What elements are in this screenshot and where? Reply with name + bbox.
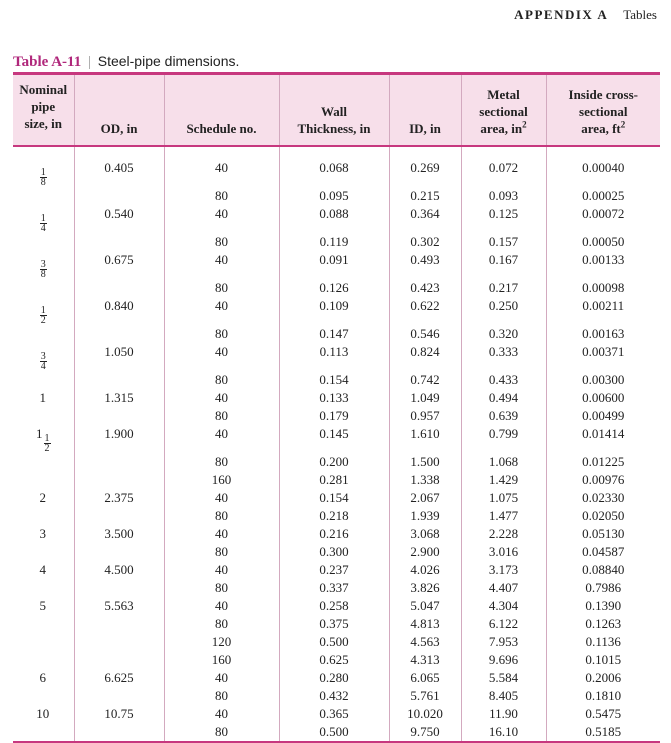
cell-schedule: 40	[164, 425, 279, 453]
cell-inside-area: 0.1015	[546, 651, 660, 669]
cell-nominal-size: 1 $\frac{1}{2}$	[36, 425, 50, 454]
cell-od: 0.675	[74, 251, 164, 279]
table-row	[13, 525, 660, 543]
cell-metal-area: 11.90	[461, 705, 546, 723]
cell-id: 4.026	[389, 561, 461, 579]
cell-od	[74, 615, 164, 633]
cell-nominal-size: 3	[39, 525, 46, 541]
cell-inside-area: 0.5475	[546, 705, 660, 723]
cell-schedule: 40	[164, 205, 279, 233]
cell-wall-thickness: 0.154	[279, 489, 389, 507]
steel-pipe-table	[13, 72, 660, 743]
cell-schedule: 80	[164, 279, 279, 297]
cell-inside-area: 0.00133	[546, 251, 660, 279]
cell-wall-thickness: 0.337	[279, 579, 389, 597]
caption-separator: |	[87, 54, 91, 70]
cell-inside-area: 0.05130	[546, 525, 660, 543]
table-row	[13, 687, 660, 705]
nominal-fraction: $\frac{1}{2}$	[40, 304, 46, 326]
cell-id: 3.826	[389, 579, 461, 597]
cell-metal-area: 0.157	[461, 233, 546, 251]
cell-metal-area: 4.407	[461, 579, 546, 597]
cell-metal-area: 0.433	[461, 371, 546, 389]
nominal-fraction: $\frac{3}{4}$	[40, 350, 46, 372]
cell-schedule: 80	[164, 615, 279, 633]
cell-inside-area: 0.5185	[546, 723, 660, 742]
table-row	[13, 251, 660, 279]
cell-od	[74, 651, 164, 669]
table-row	[13, 425, 660, 453]
cell-id: 9.750	[389, 723, 461, 742]
cell-wall-thickness: 0.365	[279, 705, 389, 723]
cell-wall-thickness: 0.068	[279, 146, 389, 187]
cell-inside-area: 0.1263	[546, 615, 660, 633]
cell-od	[74, 543, 164, 561]
cell-id: 1.610	[389, 425, 461, 453]
cell-nominal-size	[13, 371, 74, 389]
pipe-table-container	[13, 72, 660, 743]
cell-id: 0.546	[389, 325, 461, 343]
cell-od: 0.540	[74, 205, 164, 233]
cell-schedule: 40	[164, 297, 279, 325]
cell-od	[74, 507, 164, 525]
cell-od: 3.500	[74, 525, 164, 543]
cell-nominal-size	[13, 343, 74, 371]
cell-od	[74, 279, 164, 297]
table-row	[13, 633, 660, 651]
cell-inside-area: 0.00300	[546, 371, 660, 389]
cell-nominal-size	[13, 687, 74, 705]
cell-schedule: 40	[164, 343, 279, 371]
nominal-fraction: $\frac{1}{8}$	[40, 166, 46, 188]
cell-od	[74, 471, 164, 489]
cell-schedule: 80	[164, 687, 279, 705]
table-row	[13, 389, 660, 407]
cell-od: 1.050	[74, 343, 164, 371]
cell-nominal-size	[13, 543, 74, 561]
cell-inside-area: 0.2006	[546, 669, 660, 687]
cell-metal-area: 0.320	[461, 325, 546, 343]
cell-nominal-size: 5	[39, 597, 46, 613]
table-body	[13, 146, 660, 742]
cell-od	[74, 233, 164, 251]
cell-id: 0.957	[389, 407, 461, 425]
cell-id: 0.742	[389, 371, 461, 389]
cell-metal-area: 5.584	[461, 669, 546, 687]
cell-schedule: 80	[164, 371, 279, 389]
table-title: Steel-pipe dimensions.	[97, 53, 240, 69]
cell-wall-thickness: 0.179	[279, 407, 389, 425]
table-row	[13, 453, 660, 471]
cell-id: 2.067	[389, 489, 461, 507]
table-row	[13, 371, 660, 389]
cell-wall-thickness: 0.500	[279, 633, 389, 651]
cell-inside-area: 0.1810	[546, 687, 660, 705]
cell-wall-thickness: 0.126	[279, 279, 389, 297]
cell-schedule: 40	[164, 389, 279, 407]
cell-metal-area: 0.333	[461, 343, 546, 371]
cell-wall-thickness: 0.133	[279, 389, 389, 407]
cell-metal-area: 1.075	[461, 489, 546, 507]
table-row	[13, 705, 660, 723]
table-row	[13, 669, 660, 687]
cell-id: 0.269	[389, 146, 461, 187]
table-row	[13, 471, 660, 489]
cell-id: 0.493	[389, 251, 461, 279]
cell-wall-thickness: 0.432	[279, 687, 389, 705]
cell-metal-area: 8.405	[461, 687, 546, 705]
cell-inside-area: 0.00371	[546, 343, 660, 371]
table-row	[13, 205, 660, 233]
cell-wall-thickness: 0.625	[279, 651, 389, 669]
cell-od	[74, 187, 164, 205]
cell-nominal-size	[13, 651, 74, 669]
cell-id: 3.068	[389, 525, 461, 543]
table-row	[13, 615, 660, 633]
table-row	[13, 187, 660, 205]
cell-id: 0.364	[389, 205, 461, 233]
table-row	[13, 297, 660, 325]
cell-schedule: 160	[164, 471, 279, 489]
cell-wall-thickness: 0.281	[279, 471, 389, 489]
cell-metal-area: 0.072	[461, 146, 546, 187]
cell-nominal-size	[13, 633, 74, 651]
cell-inside-area: 0.00499	[546, 407, 660, 425]
cell-od: 10.75	[74, 705, 164, 723]
table-row	[13, 507, 660, 525]
cell-id: 0.215	[389, 187, 461, 205]
col-header-metal-area: Metal sectional area, $in^2$	[461, 74, 546, 146]
col-header-schedule: Schedule no.	[164, 74, 279, 146]
cell-id: 1.939	[389, 507, 461, 525]
table-row	[13, 561, 660, 579]
cell-id: 2.900	[389, 543, 461, 561]
cell-schedule: 40	[164, 597, 279, 615]
cell-schedule: 40	[164, 251, 279, 279]
table-row	[13, 279, 660, 297]
cell-metal-area: 0.250	[461, 297, 546, 325]
cell-inside-area: 0.00098	[546, 279, 660, 297]
table-row	[13, 651, 660, 669]
cell-nominal-size	[13, 453, 74, 471]
cell-schedule: 40	[164, 525, 279, 543]
cell-schedule: 80	[164, 233, 279, 251]
cell-metal-area: 1.068	[461, 453, 546, 471]
cell-inside-area: 0.00976	[546, 471, 660, 489]
cell-wall-thickness: 0.088	[279, 205, 389, 233]
cell-metal-area: 0.167	[461, 251, 546, 279]
cell-metal-area: 2.228	[461, 525, 546, 543]
cell-wall-thickness: 0.218	[279, 507, 389, 525]
cell-metal-area: 7.953	[461, 633, 546, 651]
cell-metal-area: 0.217	[461, 279, 546, 297]
cell-od: 1.900	[74, 425, 164, 453]
cell-id: 0.622	[389, 297, 461, 325]
cell-schedule: 40	[164, 489, 279, 507]
cell-schedule: 80	[164, 507, 279, 525]
cell-metal-area: 1.429	[461, 471, 546, 489]
cell-wall-thickness: 0.216	[279, 525, 389, 543]
cell-id: 0.302	[389, 233, 461, 251]
cell-od	[74, 723, 164, 742]
cell-od	[74, 633, 164, 651]
cell-inside-area: 0.7986	[546, 579, 660, 597]
table-row	[13, 597, 660, 615]
table-row	[13, 543, 660, 561]
cell-id: 6.065	[389, 669, 461, 687]
cell-schedule: 40	[164, 669, 279, 687]
cell-nominal-size	[13, 233, 74, 251]
cell-schedule: 80	[164, 187, 279, 205]
cell-id: 1.338	[389, 471, 461, 489]
cell-id: 0.423	[389, 279, 461, 297]
cell-od: 5.563	[74, 597, 164, 615]
cell-wall-thickness: 0.200	[279, 453, 389, 471]
cell-wall-thickness: 0.375	[279, 615, 389, 633]
section-label: Tables	[623, 7, 657, 22]
cell-metal-area: 4.304	[461, 597, 546, 615]
cell-metal-area: 9.696	[461, 651, 546, 669]
cell-schedule: 80	[164, 453, 279, 471]
appendix-label: APPENDIX A	[514, 7, 609, 22]
cell-nominal-size: 1	[39, 389, 46, 405]
cell-nominal-size	[13, 279, 74, 297]
nominal-fraction: $\frac{1}{4}$	[40, 212, 46, 234]
cell-od: 1.315	[74, 389, 164, 407]
cell-nominal-size	[13, 251, 74, 279]
cell-inside-area: 0.00211	[546, 297, 660, 325]
cell-od	[74, 579, 164, 597]
cell-wall-thickness: 0.095	[279, 187, 389, 205]
cell-inside-area: 0.00040	[546, 146, 660, 187]
table-bottom-rule	[13, 742, 660, 743]
col-header-wall: Wall Thickness, in	[279, 74, 389, 146]
col-header-od: OD, in	[74, 74, 164, 146]
cell-metal-area: 0.125	[461, 205, 546, 233]
cell-nominal-size	[13, 723, 74, 742]
cell-schedule: 80	[164, 579, 279, 597]
table-row	[13, 146, 660, 187]
cell-id: 5.761	[389, 687, 461, 705]
cell-id: 10.020	[389, 705, 461, 723]
cell-metal-area: 3.016	[461, 543, 546, 561]
cell-inside-area: 0.00050	[546, 233, 660, 251]
col-header-id: ID, in	[389, 74, 461, 146]
cell-id: 1.500	[389, 453, 461, 471]
cell-nominal-size	[13, 407, 74, 425]
cell-inside-area: 0.00025	[546, 187, 660, 205]
cell-od	[74, 687, 164, 705]
cell-inside-area: 0.00600	[546, 389, 660, 407]
cell-metal-area: 16.10	[461, 723, 546, 742]
col-header-inside-area: Inside cross- sectional area, $ft^2$	[546, 74, 660, 146]
cell-nominal-size: 10	[36, 705, 50, 721]
cell-nominal-size	[13, 325, 74, 343]
cell-nominal-size	[13, 297, 74, 325]
cell-id: 1.049	[389, 389, 461, 407]
cell-schedule: 80	[164, 325, 279, 343]
cell-nominal-size	[13, 507, 74, 525]
cell-inside-area: 0.00163	[546, 325, 660, 343]
table-row	[13, 723, 660, 742]
cell-od: 2.375	[74, 489, 164, 507]
cell-metal-area: 0.494	[461, 389, 546, 407]
cell-schedule: 80	[164, 407, 279, 425]
cell-od	[74, 371, 164, 389]
cell-metal-area: 6.122	[461, 615, 546, 633]
table-row	[13, 489, 660, 507]
cell-nominal-size	[13, 579, 74, 597]
cell-wall-thickness: 0.109	[279, 297, 389, 325]
table-row	[13, 325, 660, 343]
cell-wall-thickness: 0.147	[279, 325, 389, 343]
cell-inside-area: 0.04587	[546, 543, 660, 561]
header-row	[13, 74, 660, 146]
table-number: Table A-11	[13, 54, 82, 70]
cell-wall-thickness: 0.500	[279, 723, 389, 742]
table-caption	[13, 53, 239, 71]
cell-wall-thickness: 0.145	[279, 425, 389, 453]
cell-metal-area: 0.093	[461, 187, 546, 205]
cell-nominal-size	[13, 146, 74, 187]
cell-inside-area: 0.1136	[546, 633, 660, 651]
cell-inside-area: 0.01414	[546, 425, 660, 453]
cell-id: 4.813	[389, 615, 461, 633]
running-header	[514, 7, 657, 23]
cell-od	[74, 407, 164, 425]
cell-nominal-size: 2	[39, 489, 46, 505]
cell-id: 4.313	[389, 651, 461, 669]
cell-wall-thickness: 0.113	[279, 343, 389, 371]
cell-inside-area: 0.08840	[546, 561, 660, 579]
cell-nominal-size	[13, 471, 74, 489]
cell-nominal-size	[13, 205, 74, 233]
cell-wall-thickness: 0.258	[279, 597, 389, 615]
col-header-nominal: Nominal pipe size, in	[13, 74, 74, 146]
table-row	[13, 233, 660, 251]
cell-od	[74, 325, 164, 343]
cell-nominal-size	[13, 187, 74, 205]
cell-od: 6.625	[74, 669, 164, 687]
cell-id: 4.563	[389, 633, 461, 651]
cell-schedule: 40	[164, 705, 279, 723]
cell-wall-thickness: 0.280	[279, 669, 389, 687]
cell-od	[74, 453, 164, 471]
table-row	[13, 579, 660, 597]
cell-od: 0.405	[74, 146, 164, 187]
cell-od: 0.840	[74, 297, 164, 325]
cell-id: 0.824	[389, 343, 461, 371]
cell-od: 4.500	[74, 561, 164, 579]
cell-schedule: 80	[164, 723, 279, 742]
cell-metal-area: 3.173	[461, 561, 546, 579]
cell-id: 5.047	[389, 597, 461, 615]
cell-schedule: 160	[164, 651, 279, 669]
cell-metal-area: 0.799	[461, 425, 546, 453]
cell-nominal-size: 4	[39, 561, 46, 577]
cell-wall-thickness: 0.237	[279, 561, 389, 579]
cell-nominal-size: 6	[39, 669, 46, 685]
cell-nominal-size	[13, 615, 74, 633]
cell-schedule: 120	[164, 633, 279, 651]
cell-inside-area: 0.1390	[546, 597, 660, 615]
cell-schedule: 40	[164, 561, 279, 579]
cell-wall-thickness: 0.300	[279, 543, 389, 561]
cell-inside-area: 0.01225	[546, 453, 660, 471]
table-row	[13, 343, 660, 371]
cell-inside-area: 0.02330	[546, 489, 660, 507]
cell-schedule: 40	[164, 146, 279, 187]
nominal-fraction: $\frac{1}{2}$	[44, 432, 50, 454]
cell-schedule: 80	[164, 543, 279, 561]
cell-inside-area: 0.00072	[546, 205, 660, 233]
cell-wall-thickness: 0.091	[279, 251, 389, 279]
cell-wall-thickness: 0.154	[279, 371, 389, 389]
cell-metal-area: 0.639	[461, 407, 546, 425]
nominal-fraction: $\frac{3}{8}$	[40, 258, 46, 280]
cell-inside-area: 0.02050	[546, 507, 660, 525]
table-row	[13, 407, 660, 425]
cell-wall-thickness: 0.119	[279, 233, 389, 251]
cell-metal-area: 1.477	[461, 507, 546, 525]
